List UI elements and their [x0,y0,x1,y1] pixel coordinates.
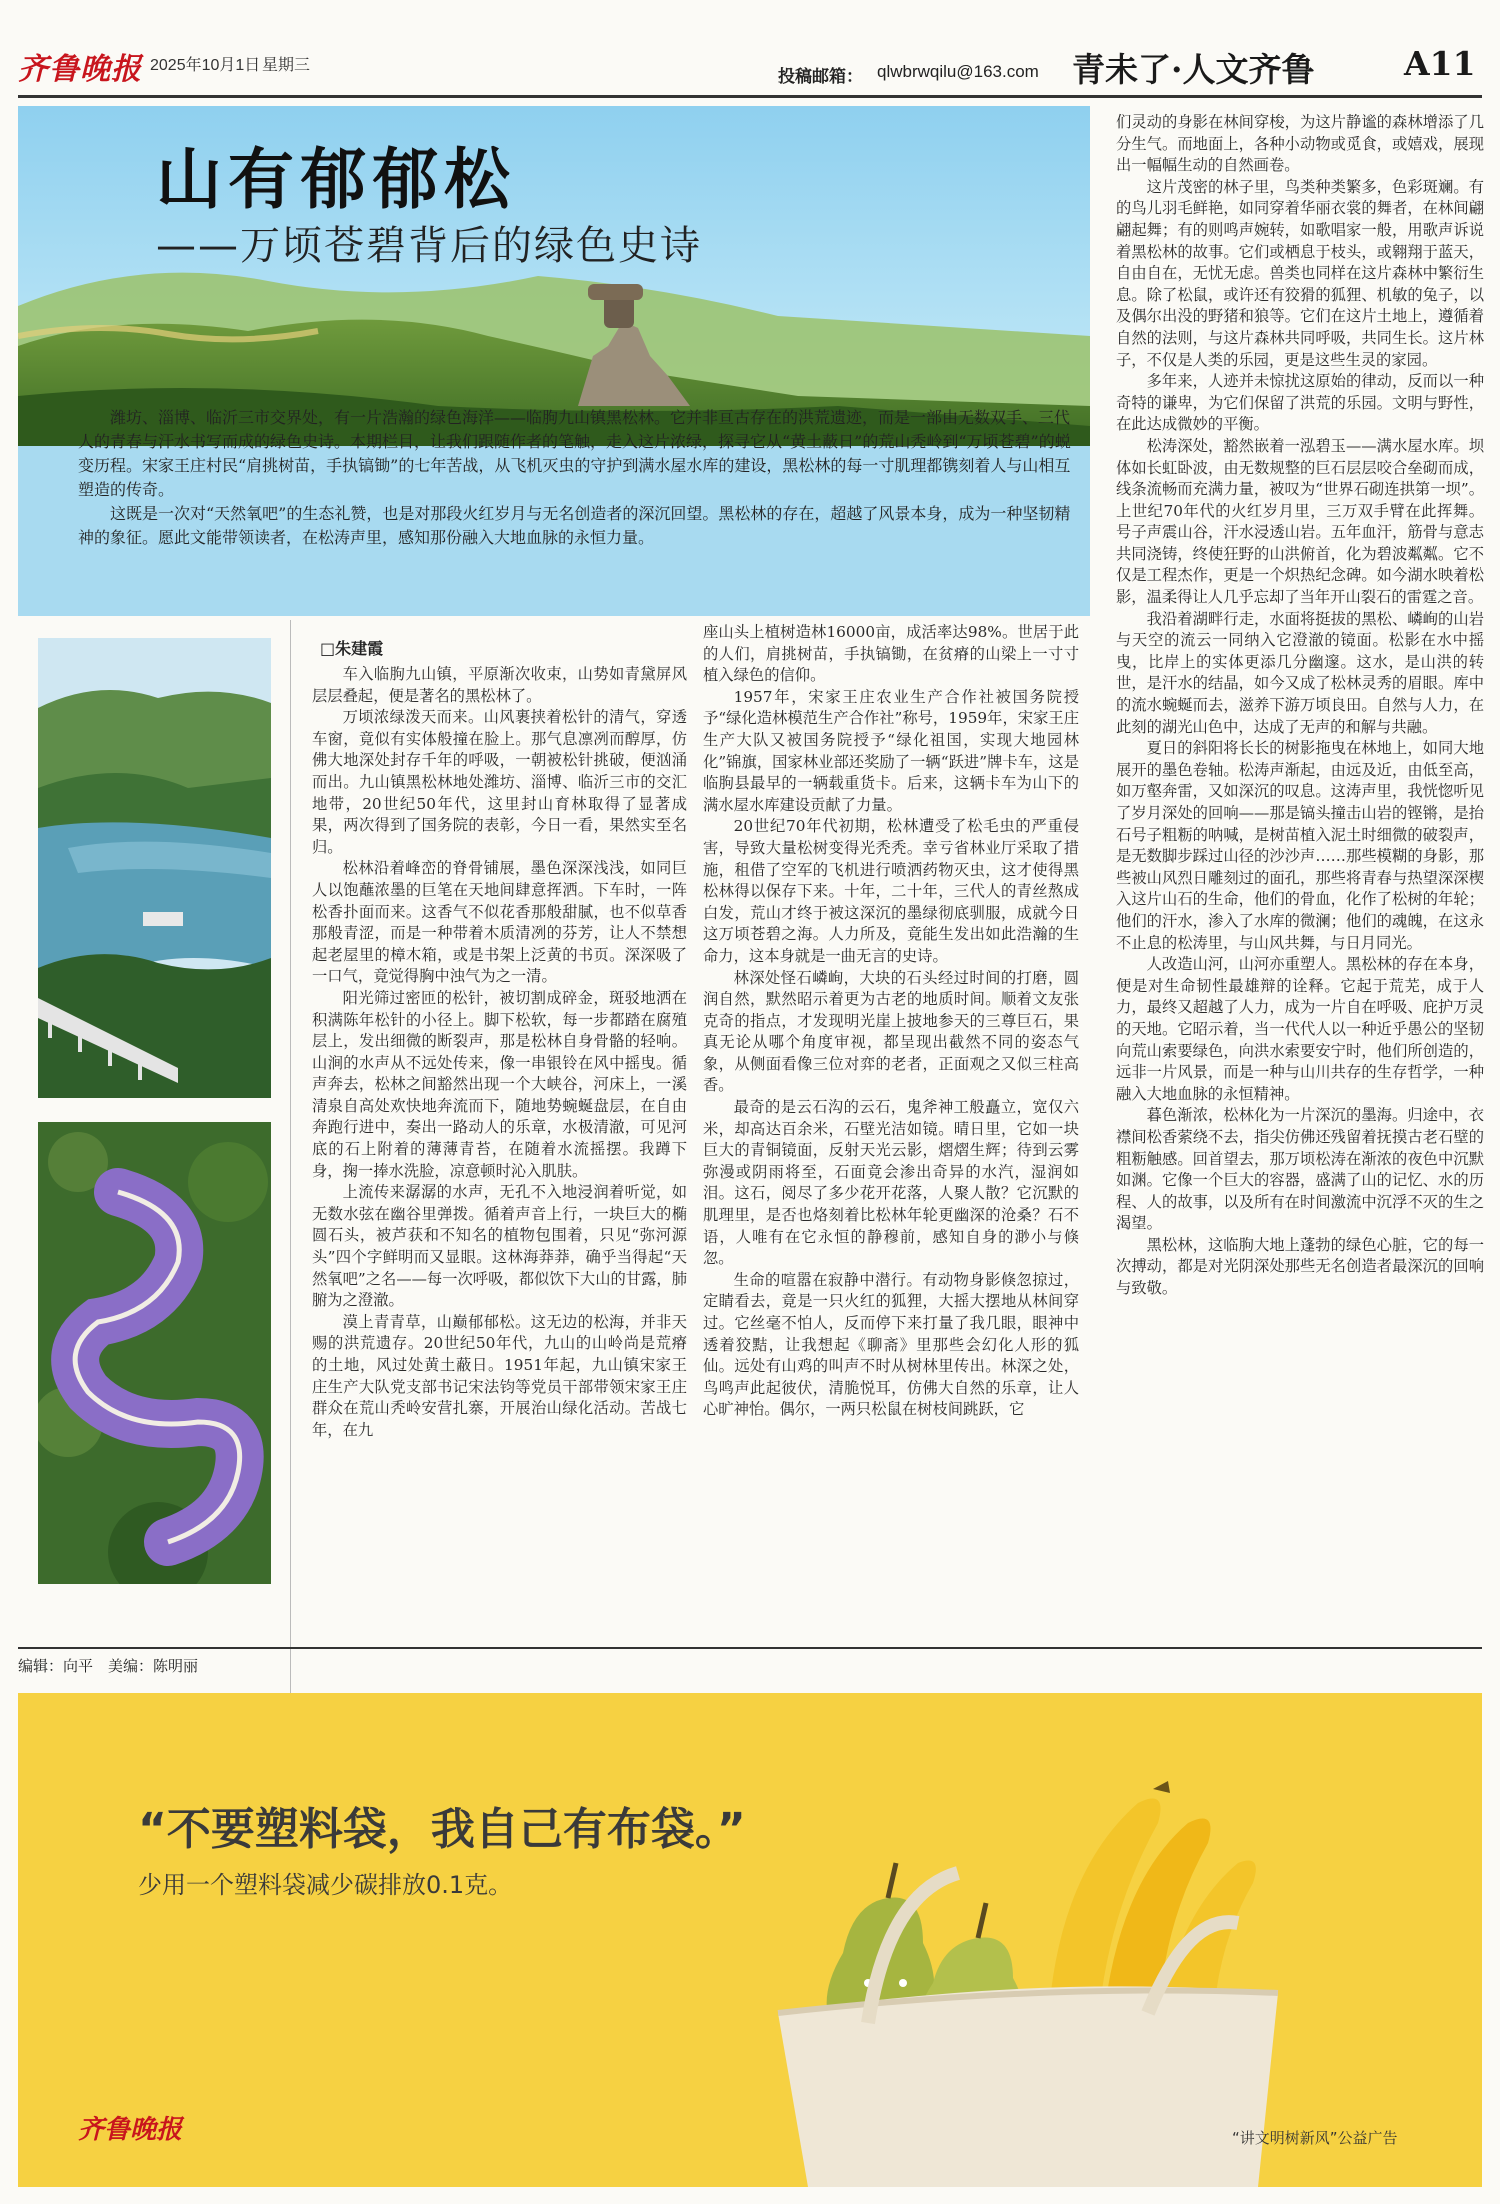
submission-email[interactable]: qlwbrwqilu@163.com [877,62,1039,81]
reservoir-photo [38,638,271,1098]
article-paragraph: 这片茂密的林子里，鸟类种类繁多，色彩斑斓。有的鸟儿羽毛鲜艳，如同穿着华丽衣裳的舞者，在林间翩翩起舞；有的则鸣声婉转，如歌唱家一般，用歌声诉说着黑松林的故事。它们或栖息于枝头，或翱翔于蓝天，自由自在，无忧无虑。兽类也同样在这片森林中繁衍生息。除了松鼠，或许还有狡猾的狐狸、机敏的兔子，以及偶尔出没的野猪和狼等。它们在这片土地上，遵循着自然的法则，与这片森林共同呼吸，共同生长。这片林子，不仅是人类的乐园，更是这些生灵的家园。 [1116,177,1484,369]
article-paragraph: 车入临朐九山镇，平原渐次收束，山势如青黛屏风层层叠起，便是著名的黑松林了。 [312,665,687,705]
article-paragraph: 我沿着湖畔行走，水面将挺拔的黑松、嶙峋的山岩与天空的流云一同纳入它澄澈的镜面。松影在水中摇曳，比岸上的实体更添几分幽邃。这水，是山洪的转世，是汗水的结晶，如今又成了松林灵秀的眉眼。库中的流水蜿蜒而去，滋养下游万顷良田。自然与人力，在此刻的湖光山色中，达成了无声的和解与共融。 [1116,609,1484,736]
ad-masthead-logo: 齐鲁晚报 [78,2115,183,2145]
article-paragraph: 暮色渐浓，松林化为一片深沉的墨海。归途中，衣襟间松香萦绕不去，指尖仿佛还残留着抚摸古老石壁的粗粝触感。回首望去，那万顷松涛在渐浓的夜色中沉默如渊。它像一个巨大的容器，盛满了山的记忆、水的历程、人的故事，以及所有在时间激流中沉浮不灭的生之渴望。 [1116,1106,1484,1233]
tote-bag-with-fruit-illustration [718,1693,1482,2187]
article-column-3 [1116,112,1484,1622]
public-service-ad [18,1693,1482,2187]
article-byline: □朱建霞 [320,639,384,658]
subheadline: ——万顷苍碧背后的绿色史诗 [156,223,702,269]
article-paragraph: 1957年，宋家王庄农业生产合作社被国务院授予“绿化造林模范生产合作社”称号，1959年，宋家王庄生产大队又被国务院授予“绿化祖国，实现大地园林化”锦旗，国家林业部还奖励了一辆“跃进”牌卡车，这是临朐县最早的一辆载重货卡。后来，这辆卡车为山下的满水屋水库建设贡献了力量。 [703,687,1079,814]
article-paragraph: 松涛深处，豁然嵌着一泓碧玉——满水屋水库。坝体如长虹卧波，由无数规整的巨石层层咬合垒砌而成，线条流畅而充满力量，被叹为“世界石砌连拱第一坝”。上世纪70年代的火红岁月里，三万双手臂在此挥舞。号子声震山谷，汗水浸透山岩。五年血汗，筋骨与意志共同浇铸，终使狂野的山洪俯首，化为碧波粼粼。它不仅是工程杰作，更是一个炽热纪念碑。如今湖水映着松影，温柔得让人几乎忘却了当年开山裂石的雷霆之音。 [1116,436,1484,607]
issue-date: 2025年10月1日 [150,57,261,74]
masthead-logo: 齐鲁晚报 [18,52,142,87]
article-paragraph: 20世纪70年代初期，松林遭受了松毛虫的严重侵害，导致大量松树变得光秃秃。幸亏省林业厅采取了措施，租借了空军的飞机进行喷洒药物灭虫，这才使得黑松林得以保存下来。十年，二十年，三代人的青丝熬成白发，荒山才终于被这深沉的墨绿彻底驯服，成就今日这万顷苍碧之海。人力所及，竟能生发出如此浩瀚的生命力，这本身就是一曲无言的史诗。 [703,817,1079,965]
column-title: 青未了·人文齐鲁 [1072,50,1315,89]
article-paragraph: 们灵动的身影在林间穿梭，为这片静谧的森林增添了几分生气。而地面上，各种小动物或觅食，或嬉戏，展现出一幅幅生动的自然画卷。 [1116,113,1484,175]
intro-text [78,406,1078,550]
intro-paragraph: 这既是一次对“天然氧吧”的生态礼赞，也是对那段火红岁月与无名创造者的深沉回望。黑松林的存在，超越了风景本身，成为一种坚韧精神的象征。愿此文能带领读者，在松涛声里，感知那份融入大地血脉的永恒力量。 [78,504,1071,547]
article-paragraph: 最奇的是云石沟的云石，鬼斧神工般矗立，宽仅六米，却高达百余米，石壁光洁如镜。晴日里，它如一块巨大的青铜镜面，反射天光云影，熠熠生辉；待到云雾弥漫或阴雨将至，石面竟会渗出奇异的水汽，湿润如泪。这石，阅尽了多少花开花落，人聚人散？它沉默的肌理里，是否也烙刻着比松林年轮更幽深的沧桑？石不语，人唯有在它永恒的静穆前，感知自身的渺小与倏忽。 [703,1098,1079,1268]
article-paragraph: 多年来，人迹并未惊扰这原始的律动，反而以一种奇特的谦卑，为它们保留了洪荒的乐园。文明与野性，在此达成微妙的平衡。 [1116,372,1484,434]
email-label: 投稿邮箱： [778,67,863,87]
ad-subtitle: 少用一个塑料袋减少碳排放0.1克。 [138,1871,513,1899]
footer-divider [18,1647,1482,1649]
article-paragraph: 生命的喧嚣在寂静中潜行。有动物身影倏忽掠过，定睛看去，竟是一只火红的狐狸，大摇大摆地从林间穿过。它丝毫不怕人，反而停下来打量了我几眼，眼神中透着狡黠，让我想起《聊斋》里那些会幻化人形的狐仙。远处有山鸡的叫声不时从树林里传出。林深之处，鸟鸣声此起彼伏，清脆悦耳，仿佛大自然的乐章，让人心旷神怡。偶尔，一两只松鼠在树枝间跳跃，它 [703,1270,1079,1419]
headline: 山有郁郁松 [156,140,516,218]
issue-weekday: 星期三 [262,57,311,74]
article-paragraph: 林深处怪石嶙峋，大块的石头经过时间的打磨，圆润自然，默然昭示着更为古老的地质时间。顺着文友张克奇的指点，才发现明光崖上披地参天的三尊巨石，果真无论从哪个角度审视，都呈现出截然不同的姿态气象，从侧面看像三位对弈的老者，正面观之又似三柱高香。 [703,968,1079,1095]
article-paragraph: 夏日的斜阳将长长的树影拖曳在林地上，如同大地展开的墨色卷轴。松涛声渐起，由远及近，由低至高，如万壑奔雷，又如深沉的叹息。这涛声里，我恍惚听见了岁月深处的回响——那是镐头撞击山岩的铿锵，是抬石号子粗粝的呐喊，是树苗植入泥土时细微的破裂声，是无数脚步踩过山径的沙沙声……那些模糊的身影，那些被山风烈日雕刻过的面孔，那些将青春与热望深深楔入这片山石的生命，他们的骨血，化作了松树的年轮；他们的汗水，渗入了水库的微澜；他们的魂魄，在这永不止息的松涛里，与山风共舞，与日月同光。 [1116,739,1484,952]
article-paragraph: 漠上青青草，山巅郁郁松。这无边的松海，并非天赐的洪荒遗存。20世纪50年代，九山的山岭尚是荒瘠的土地，风过处黄土蔽日。1951年起，九山镇宋家王庄生产大队党支部书记宋法钧等党员干部带领宋家王庄群众在荒山秃岭安营扎寨，开展治山绿化活动。苦战七年，在九 [312,1312,687,1439]
ad-slogan: “不要塑料袋，我自己有布袋。” [138,1804,746,1855]
header-divider [18,95,1482,98]
article-paragraph: 人改造山河，山河亦重塑人。黑松林的存在本身，便是对生命韧性最雄辩的诠释。它起于荒芜，成于人力，最终又超越了人力，成为一片自在呼吸、庇护万灵的天地。它昭示着，当一代代人以一种近乎愚公的坚韧向荒山索要绿色，向洪水索要安宁时，他们所创造的，远非一片风景，而是一种与山川共存的生存哲学，一种融入大地血脉的永恒精神。 [1116,955,1484,1103]
reservoir-photo-image [38,638,271,1098]
article-paragraph: 阳光筛过密匝的松针，被切割成碎金，斑驳地洒在积满陈年松针的小径上。脚下松软，每一步都踏在腐殖层上，发出细微的断裂声，那是松林自身骨骼的轻响。山涧的水声从不远处传来，像一串银铃在风中摇曳。循声奔去，松林之间豁然出现一个大峡谷，河床上，一溪清泉自高处欢快地奔流而下，随地势蜿蜒盘层，在自由奔跑行进中，奏出一路动人的乐章，水极清澈，可见河底的石上附着的薄薄青苔，在随着水流摇摆。我蹲下身，掬一捧水洗脸，凉意顿时沁入肌肤。 [312,988,687,1180]
article-paragraph: 黑松林，这临朐大地上蓬勃的绿色心脏，它的每一次搏动，都是对光阴深处那些无名创造者最深沉的回响与致敬。 [1116,1235,1484,1298]
page-header [0,0,1500,95]
article-paragraph: 松林沿着峰峦的脊骨铺展，墨色深深浅浅，如同巨人以饱蘸浓墨的巨笔在天地间肆意挥洒。下车时，一阵松香扑面而来。这香气不似花香那般甜腻，也不似草香那般青涩，而是一种带着木质清冽的芬芳，让人不禁想起老屋里的樟木箱，或是书架上泛黄的书页。深深吸了一口气，竟觉得胸中浊气为之一清。 [312,859,687,986]
intro-paragraph: 潍坊、淄博、临沂三市交界处，有一片浩瀚的绿色海洋——临朐九山镇黑松林。它并非亘古存在的洪荒遗迹，而是一部由无数双手、三代人的青春与汗水书写而成的绿色史诗。本期栏目，让我们跟随作者的笔触，走入这片浓绿，探寻它从“黄土蔽日”的荒山秃岭到“万顷苍碧”的蜕变历程。宋家王庄村民“肩挑树苗，手执镐锄”的七年苦战，从飞机灭虫的守护到满水屋水库的建设，黑松林的每一寸肌理都镌刻着人与山相互塑造的传奇。 [78,408,1071,499]
ad-campaign-tag: “讲文明树新风”公益广告 [1232,2129,1398,2147]
article-paragraph: 万顷浓绿泼天而来。山风裹挟着松针的清气，穿透车窗，竟似有实体般撞在脸上。那气息凛冽而醇厚，仿佛大地深处封存千年的呼吸，一朝被松针挑破，便汹涌而出。九山镇黑松林地处潍坊、淄博、临沂三市的交汇地带，20世纪50年代，这里封山育林取得了显著成果，两次得到了国务院的表彰，今日一看，果然实至名归。 [312,708,687,856]
lavender-field-photo-image [38,1122,271,1584]
article-paragraph: 座山头上植树造林16000亩，成活率达98%。世居于此的人们，肩挑树苗，手执镐锄，在贫瘠的山梁上一寸寸植入绿色的信仰。 [703,623,1079,685]
page-number: A11 [1404,44,1476,83]
article-paragraph: 上流传来潺潺的水声，无孔不入地浸润着听觉，如无数水弦在幽谷里弹拨。循着声音上行，一块巨大的椭圆石头，被芦获和不知名的植物包围着，只见“弥河源头”四个字鲜明而又显眼。这林海莽莽，确乎当得起“天然氧吧”之名——每一次呼吸，都似饮下大山的甘露，肺腑为之澄澈。 [312,1183,687,1310]
feature-banner [18,106,1090,616]
lavender-field-photo [38,1122,271,1584]
editor-credits: 编辑：向平 美编：陈明丽 [18,1657,199,1675]
